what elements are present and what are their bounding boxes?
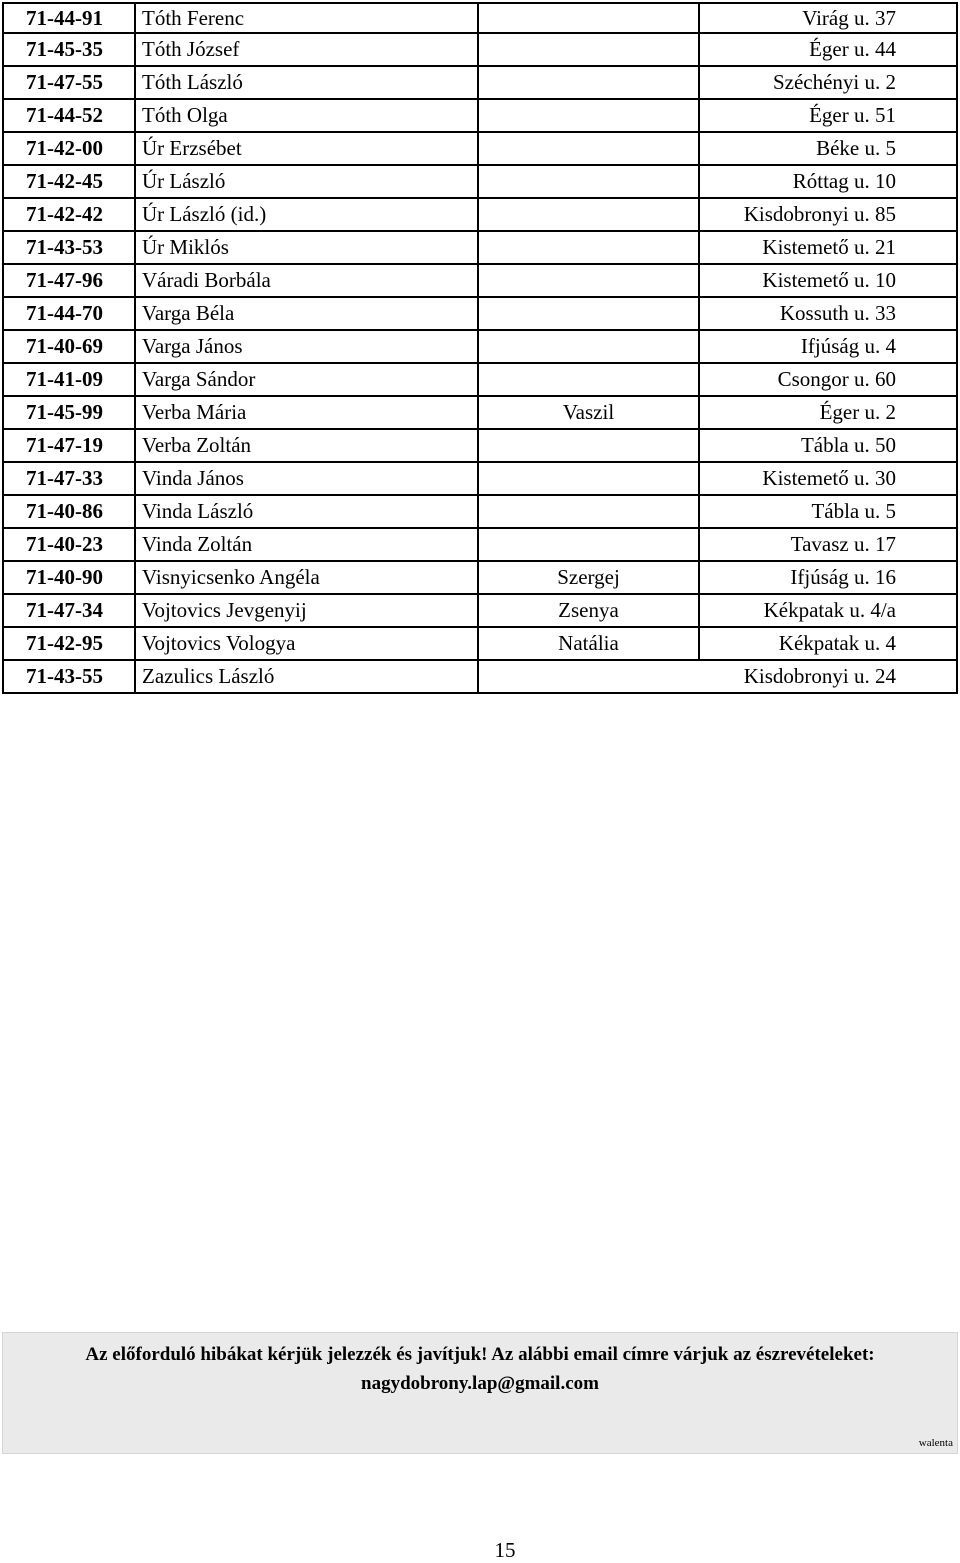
address-cell: Kistemető u. 10 bbox=[699, 264, 957, 297]
table-row bbox=[3, 627, 957, 660]
address-cell: Tábla u. 5 bbox=[699, 495, 957, 528]
name-cell: Tóth László bbox=[135, 66, 478, 99]
table-row bbox=[3, 33, 957, 66]
address-cell: Kisdobronyi u. 85 bbox=[699, 198, 957, 231]
table-row bbox=[3, 99, 957, 132]
phone-number-cell: 71-47-34 bbox=[3, 594, 135, 627]
phone-number-cell: 71-40-69 bbox=[3, 330, 135, 363]
address-cell: Tábla u. 50 bbox=[699, 429, 957, 462]
name-cell: Úr Miklós bbox=[135, 231, 478, 264]
table-row bbox=[3, 132, 957, 165]
relative-cell bbox=[478, 495, 699, 528]
relative-cell: Zsenya bbox=[478, 594, 699, 627]
relative-cell: Szergej bbox=[478, 561, 699, 594]
feedback-notice-box bbox=[2, 1332, 958, 1454]
phone-number-cell: 71-45-35 bbox=[3, 33, 135, 66]
phone-number-cell: 71-47-19 bbox=[3, 429, 135, 462]
address-cell: Kékpatak u. 4 bbox=[699, 627, 957, 660]
phone-number-cell: 71-42-95 bbox=[3, 627, 135, 660]
table-row bbox=[3, 330, 957, 363]
relative-cell bbox=[478, 198, 699, 231]
notice-message: Az előforduló hibákat kérjük jelezzék és javítjuk! Az alábbi email címre várjuk az észrevételeket: bbox=[85, 1344, 875, 1365]
name-cell: Varga Béla bbox=[135, 297, 478, 330]
relative-cell bbox=[478, 330, 699, 363]
table-row bbox=[3, 528, 957, 561]
table-row bbox=[3, 396, 957, 429]
name-cell: Váradi Borbála bbox=[135, 264, 478, 297]
phone-number-cell: 71-42-00 bbox=[3, 132, 135, 165]
phone-number-cell: 71-44-91 bbox=[3, 3, 135, 33]
table-row bbox=[3, 231, 957, 264]
name-cell: Vinda László bbox=[135, 495, 478, 528]
relative-cell bbox=[478, 429, 699, 462]
address-cell: Széchényi u. 2 bbox=[699, 66, 957, 99]
table-row bbox=[3, 429, 957, 462]
phone-number-cell: 71-43-53 bbox=[3, 231, 135, 264]
phone-number-cell: 71-45-99 bbox=[3, 396, 135, 429]
feedback-notice-text bbox=[3, 1340, 957, 1398]
name-cell: Vojtovics Jevgenyij bbox=[135, 594, 478, 627]
name-cell: Úr László (id.) bbox=[135, 198, 478, 231]
address-cell: Csongor u. 60 bbox=[699, 363, 957, 396]
relative-cell bbox=[478, 363, 699, 396]
table-row bbox=[3, 264, 957, 297]
name-cell: Varga János bbox=[135, 330, 478, 363]
phone-number-cell: 71-47-33 bbox=[3, 462, 135, 495]
relative-cell bbox=[478, 132, 699, 165]
name-cell: Varga Sándor bbox=[135, 363, 478, 396]
table-row bbox=[3, 3, 957, 33]
address-cell: Kistemető u. 21 bbox=[699, 231, 957, 264]
relative-cell: Natália bbox=[478, 627, 699, 660]
name-cell: Vinda János bbox=[135, 462, 478, 495]
table-row bbox=[3, 297, 957, 330]
name-cell: Verba Zoltán bbox=[135, 429, 478, 462]
page-number: 15 bbox=[494, 1538, 516, 1562]
phone-number-cell: 71-43-55 bbox=[3, 660, 135, 693]
table-row bbox=[3, 594, 957, 627]
phone-number-cell: 71-40-23 bbox=[3, 528, 135, 561]
address-cell: Kistemető u. 30 bbox=[699, 462, 957, 495]
name-cell: Vinda Zoltán bbox=[135, 528, 478, 561]
name-cell: Tóth Olga bbox=[135, 99, 478, 132]
address-cell: Virág u. 37 bbox=[699, 3, 957, 33]
address-cell: Éger u. 2 bbox=[699, 396, 957, 429]
relative-cell bbox=[478, 297, 699, 330]
phone-number-cell: 71-42-42 bbox=[3, 198, 135, 231]
phone-number-cell: 71-40-90 bbox=[3, 561, 135, 594]
name-cell: Visnyicsenko Angéla bbox=[135, 561, 478, 594]
address-cell: Kossuth u. 33 bbox=[699, 297, 957, 330]
phone-number-cell: 71-42-45 bbox=[3, 165, 135, 198]
relative-cell bbox=[478, 528, 699, 561]
relative-cell: Vaszil bbox=[478, 396, 699, 429]
address-cell: Éger u. 44 bbox=[699, 33, 957, 66]
phone-number-cell: 71-40-86 bbox=[3, 495, 135, 528]
relative-cell bbox=[478, 33, 699, 66]
address-cell: Tavasz u. 17 bbox=[699, 528, 957, 561]
relative-cell bbox=[478, 660, 699, 693]
relative-cell bbox=[478, 165, 699, 198]
table-row bbox=[3, 660, 957, 693]
address-cell: Ifjúság u. 16 bbox=[699, 561, 957, 594]
table-row bbox=[3, 66, 957, 99]
name-cell: Vojtovics Vologya bbox=[135, 627, 478, 660]
table-row bbox=[3, 462, 957, 495]
table-row bbox=[3, 165, 957, 198]
table-row bbox=[3, 198, 957, 231]
table-row bbox=[3, 363, 957, 396]
name-cell: Verba Mária bbox=[135, 396, 478, 429]
signature: walenta bbox=[918, 1437, 953, 1449]
relative-cell bbox=[478, 231, 699, 264]
relative-cell bbox=[478, 3, 699, 33]
table-row bbox=[3, 495, 957, 528]
relative-cell bbox=[478, 462, 699, 495]
address-cell: Ifjúság u. 4 bbox=[699, 330, 957, 363]
table-row bbox=[3, 561, 957, 594]
relative-cell bbox=[478, 264, 699, 297]
name-cell: Úr Erzsébet bbox=[135, 132, 478, 165]
relative-cell bbox=[478, 66, 699, 99]
phone-number-cell: 71-41-09 bbox=[3, 363, 135, 396]
address-cell: Béke u. 5 bbox=[699, 132, 957, 165]
phone-number-cell: 71-47-96 bbox=[3, 264, 135, 297]
name-cell: Tóth Ferenc bbox=[135, 3, 478, 33]
name-cell: Zazulics László bbox=[135, 660, 478, 693]
phone-number-cell: 71-47-55 bbox=[3, 66, 135, 99]
name-cell: Tóth József bbox=[135, 33, 478, 66]
phone-directory-table bbox=[2, 2, 958, 694]
address-cell: Kékpatak u. 4/a bbox=[699, 594, 957, 627]
address-cell: Róttag u. 10 bbox=[699, 165, 957, 198]
phone-number-cell: 71-44-52 bbox=[3, 99, 135, 132]
notice-email: nagydobrony.lap@gmail.com bbox=[361, 1373, 599, 1394]
phone-number-cell: 71-44-70 bbox=[3, 297, 135, 330]
address-cell: Éger u. 51 bbox=[699, 99, 957, 132]
directory-rows bbox=[3, 3, 957, 693]
name-cell: Úr László bbox=[135, 165, 478, 198]
address-cell: Kisdobronyi u. 24 bbox=[699, 660, 957, 693]
relative-cell bbox=[478, 99, 699, 132]
